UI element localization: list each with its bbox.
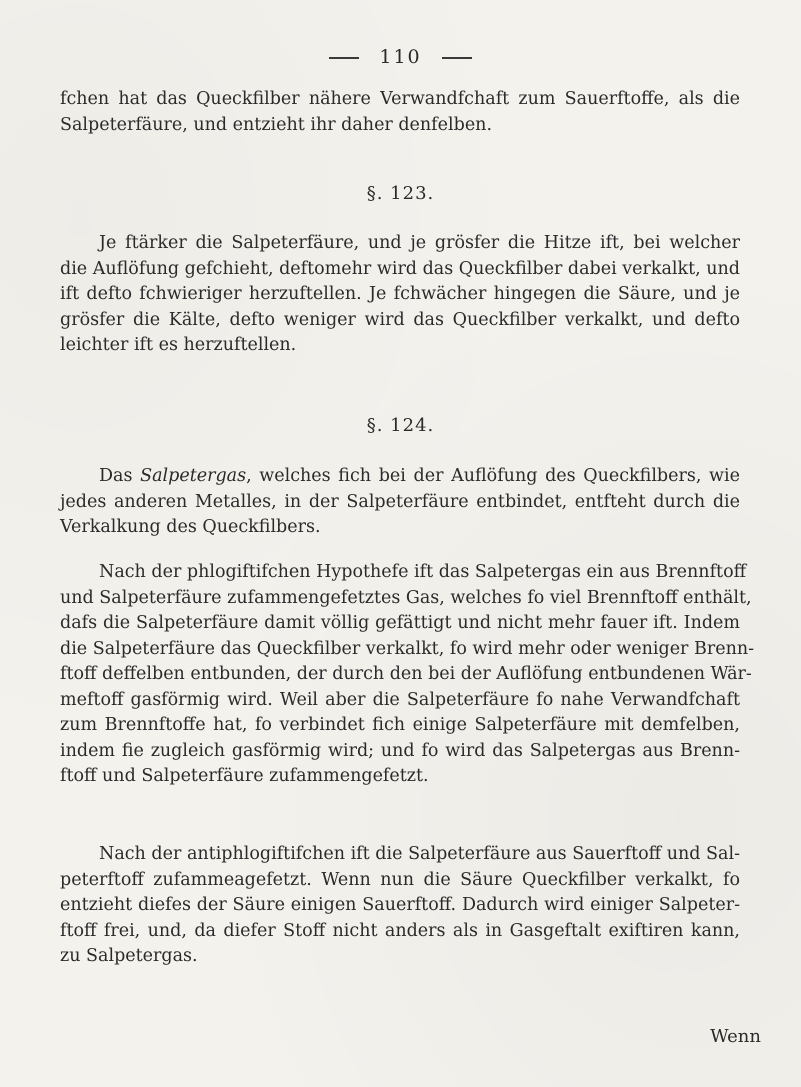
text-line: peterftoff zufammeagefetzt. Wenn nun die Säure Queckfilber verkalkt, fo	[60, 869, 740, 890]
text-line: ftoff deffelben entbunden, der durch den bei der Auflöfung entbundenen Wär-	[60, 664, 752, 684]
text-line: Nach der antiphlogiftifchen ift die Salpeterfäure aus Sauerftoff und Sal-	[99, 844, 740, 864]
text-line: Je ftärker die Salpeterfäure, und je grösfer die Hitze ift, bei welcher	[99, 233, 740, 253]
paragraph-continuation	[60, 87, 740, 138]
text-line: ftoff frei, und, da diefer Stoff nicht anders als in Gasgeftalt exiftiren kann,	[60, 920, 740, 941]
text-line: fchen hat das Queckfilber nähere Verwandfchaft zum Sauerftoffe, als die	[60, 89, 740, 109]
page-header	[0, 46, 801, 68]
text-fragment: Das	[99, 466, 133, 486]
paragraph-124	[60, 464, 740, 541]
paragraph-123	[60, 231, 740, 359]
paragraph-phlogistic	[60, 560, 755, 790]
text-line: grösfer die Kälte, defto weniger wird das Queckfilber verkalkt, und defto	[60, 309, 740, 330]
text-line: dafs die Salpeterfäure damit völlig gefättigt und nicht mehr fauer ift. Indem	[60, 613, 740, 633]
section-heading-123: §. 123.	[366, 183, 435, 204]
text-line	[60, 464, 740, 490]
page-number: 110	[379, 46, 422, 68]
text-line: zu Salpetergas.	[60, 946, 198, 966]
text-line: entzieht diefes der Säure einigen Sauerftoff. Dadurch wird einiger Salpeter-	[60, 895, 740, 915]
section-heading-124: §. 124.	[366, 415, 435, 436]
text-line: leichter ift es herzuftellen.	[60, 335, 297, 355]
header-dash-left	[329, 57, 359, 59]
paragraph-antiphlogistic	[60, 842, 740, 970]
text-line: jedes anderen Metalles, in der Salpeterfäure entbindet, entfteht durch die	[60, 491, 740, 512]
header-dash-right	[442, 57, 472, 59]
text-line: indem fie zugleich gasförmig wird; und fo wird das Salpetergas aus Brenn-	[60, 740, 740, 761]
text-line: die Auflöfung gefchieht, deftomehr wird das Queckfilber dabei verkalkt, und	[60, 258, 740, 279]
catchword: Wenn	[710, 1026, 761, 1047]
text-line: meftoff gasförmig wird. Weil aber die Salpeterfäure fo nahe Verwandfchaft	[60, 689, 740, 710]
text-line: die Salpeterfäure das Queckfilber verkalkt, fo wird mehr oder weniger Brenn-	[60, 638, 755, 659]
text-line: ift defto fchwieriger herzuftellen. Je fchwächer hingegen die Säure, und je	[60, 284, 740, 304]
text-line: Verkalkung des Queckfilbers.	[60, 517, 321, 537]
text-fragment: , welches fich bei der Auflöfung des Queckfilbers, wie	[246, 466, 740, 486]
text-line: Salpeterfäure, und entzieht ihr daher denfelben.	[60, 114, 493, 135]
text-line: und Salpeterfäure zufammengefetztes Gas, welches fo viel Brennftoff enthält,	[60, 587, 752, 608]
text-line: ftoff und Salpeterfäure zufammengefetzt.	[60, 766, 429, 786]
text-line: Nach der phlogiftifchen Hypothefe ift das Salpetergas ein aus Brennftoff	[99, 562, 747, 582]
text-line: zum Brennftoffe hat, fo verbindet fich einige Salpeterfäure mit demfelben,	[60, 715, 740, 735]
emphasized-term: Salpetergas	[140, 466, 247, 486]
